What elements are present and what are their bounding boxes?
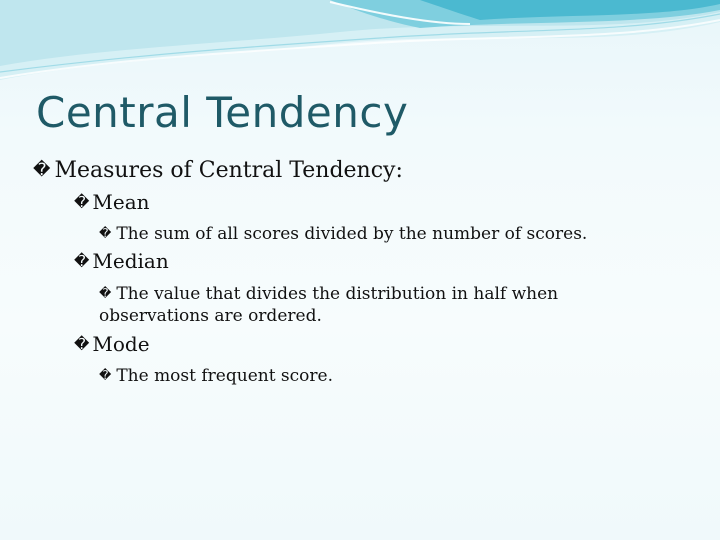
bullet-icon: � bbox=[33, 160, 51, 180]
bullet-median bbox=[74, 249, 169, 273]
bullet-mode bbox=[74, 332, 150, 356]
header-wave-decoration bbox=[0, 0, 720, 95]
bullet-mean-label: Mean bbox=[92, 190, 150, 214]
bullet-icon: � bbox=[99, 286, 112, 300]
slide-title: Central Tendency bbox=[36, 88, 409, 137]
sub-bullet-median bbox=[99, 282, 599, 327]
sub-bullet-mode bbox=[99, 364, 599, 387]
bullet-icon: � bbox=[74, 193, 90, 211]
sub-bullet-median-text: The value that divides the distribution in half when observations are ordered. bbox=[99, 284, 559, 326]
bullet-icon: � bbox=[99, 226, 112, 240]
bullet-icon: � bbox=[74, 252, 90, 270]
bullet-median-label: Median bbox=[92, 249, 169, 273]
sub-bullet-mean bbox=[99, 222, 599, 245]
bullet-icon: � bbox=[74, 335, 90, 353]
sub-bullet-mode-text: The most frequent score. bbox=[116, 366, 334, 386]
bullet-mean bbox=[74, 190, 150, 214]
main-bullet bbox=[33, 158, 403, 183]
bullet-mode-label: Mode bbox=[92, 332, 150, 356]
bullet-icon: � bbox=[99, 368, 112, 382]
sub-bullet-mean-text: The sum of all scores divided by the number of scores. bbox=[116, 224, 588, 244]
main-bullet-text: Measures of Central Tendency: bbox=[54, 158, 403, 183]
